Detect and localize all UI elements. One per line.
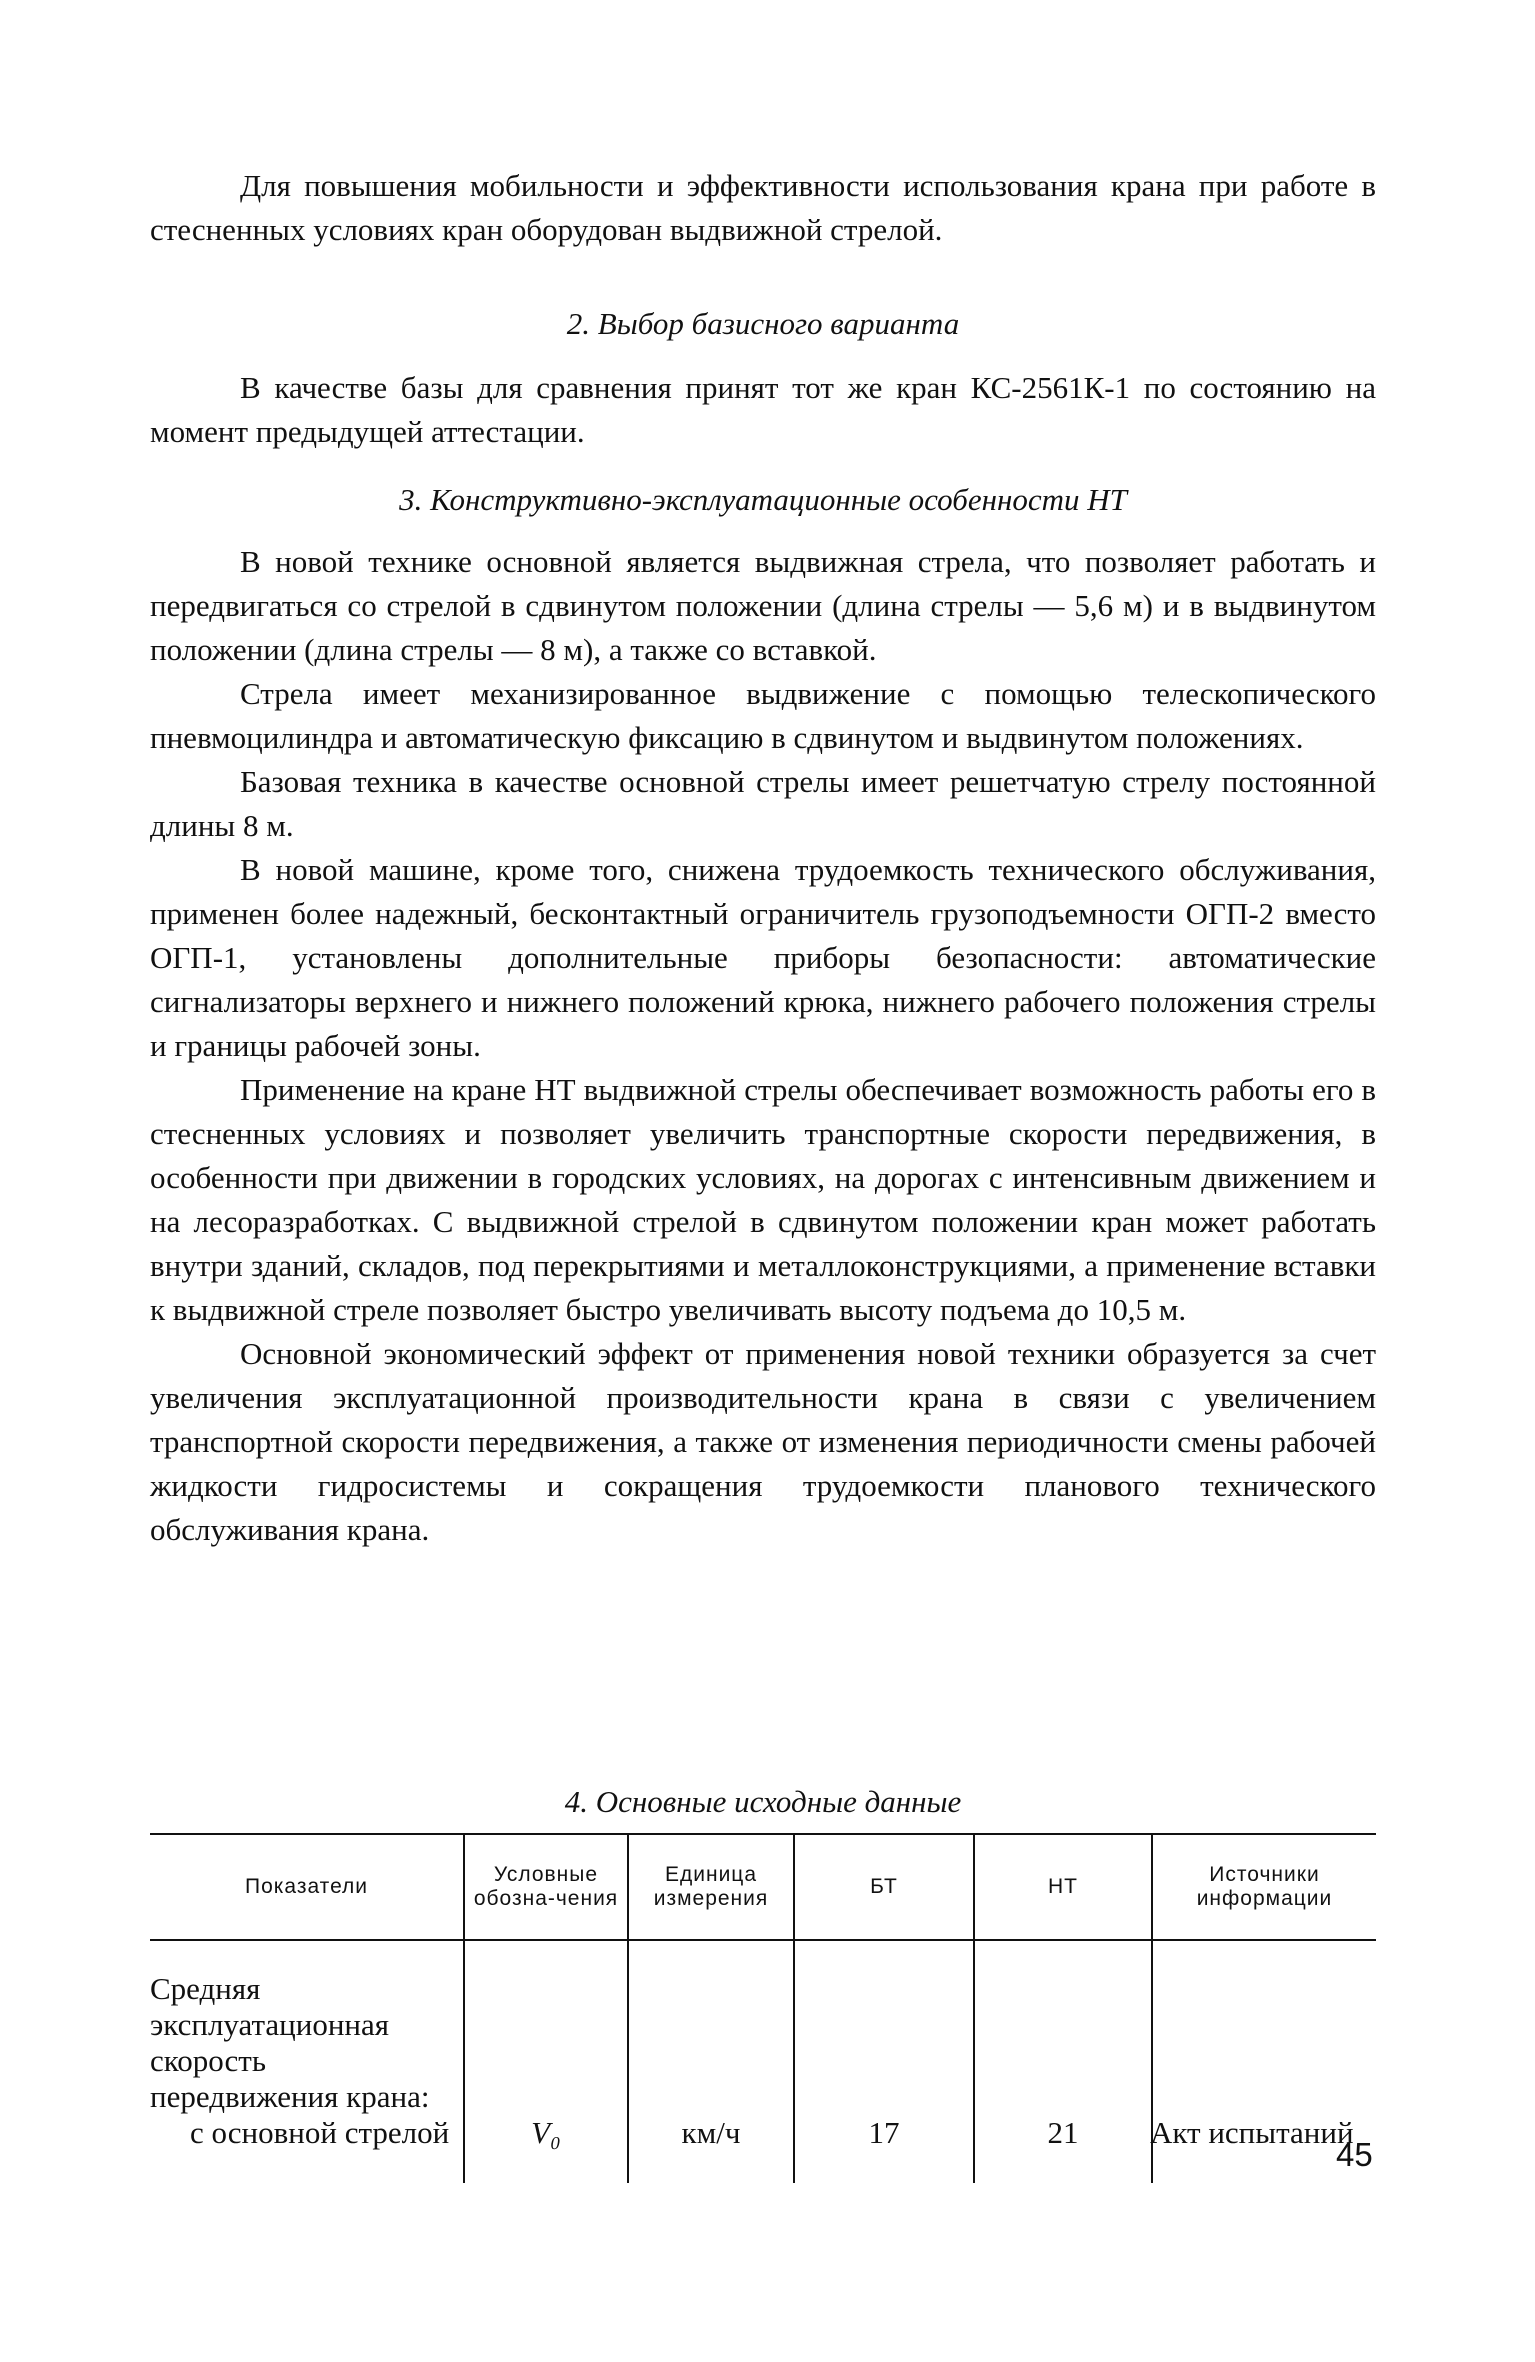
intro-block: [150, 164, 1376, 252]
section-3-paragraph: Стрела имеет механизированное выдвижение с помощью телескопического пневмоцилиндра и автоматическую фиксацию в сдвинутом и выдвинутом положениях.: [150, 676, 1376, 755]
cell-indicator-sub: с основной стрелой: [190, 2115, 450, 2150]
section-3-paragraph: В новой машине, кроме того, снижена трудоемкость технического обслуживания, применен более надежный, бесконтактный ограничитель грузоподъемности ОГП-2 вместо ОГП-1, установлены дополнительные приборы безопасности: автоматические сигнализаторы верхнего и нижнего положений крюка, нижнего рабочего положения стрелы и границы рабочей зоны.: [150, 852, 1376, 1063]
cell-nt: 21: [1047, 2115, 1079, 2150]
header-unit: Единица измерения: [653, 1863, 769, 1910]
header-symbols: Условные обозна-чения: [473, 1863, 619, 1910]
intro-paragraph: Для повышения мобильности и эффективности использования крана при работе в стесненных условиях кран оборудован выдвижной стрелой.: [150, 168, 1376, 247]
section-2-paragraph: В качестве базы для сравнения принят тот же кран КС-2561К-1 по состоянию на момент предыдущей аттестации.: [150, 370, 1376, 449]
table-top-rule: [150, 1833, 1376, 1835]
section-3-block: [150, 540, 1376, 1552]
cell-symbol: V₀: [531, 2115, 561, 2150]
section-3-heading: 3. Конструктивно-эксплуатационные особенности НТ: [399, 482, 1127, 517]
header-sources: Источники информации: [1196, 1863, 1333, 1910]
cell-unit: км/ч: [681, 2115, 741, 2150]
section-3-paragraph: В новой технике основной является выдвижная стрела, что позволяет работать и передвигаться со стрелой в сдвинутом положении (длина стрелы — 5,6 м) и в выдвинутом положении (длина стрелы — 8 м), а также со вставкой.: [150, 544, 1376, 667]
data-table: [150, 1833, 1376, 2193]
header-bt: БТ: [870, 1875, 898, 1898]
section-2-block: [150, 366, 1376, 454]
section-4-heading: 4. Основные исходные данные: [564, 1784, 962, 1819]
page-number: 45: [1336, 2136, 1373, 2173]
section-3-paragraph: Применение на кране НТ выдвижной стрелы обеспечивает возможность работы его в стесненных условиях и позволяет увеличить транспортные скорости передвижения, в особенности при движении в городских условиях, на дорогах с интенсивным движением и на лесоразработках. С выдвижной стрелой в сдвинутом положении кран может работать внутри зданий, складов, под перекрытиями и металлоконструкциями, а применение вставки к выдвижной стреле позволяет быстро увеличивать высоту подъема до 10,5 м.: [150, 1072, 1376, 1327]
cell-bt: 17: [868, 2115, 900, 2150]
section-3-paragraph: Основной экономический эффект от применения новой техники образуется за счет увеличения эксплуатационной производительности крана в связи с увеличением транспортной скорости передвижения, а также от изменения периодичности смены рабочей жидкости гидросистемы и сокращения трудоемкости планового технического обслуживания крана.: [150, 1336, 1376, 1547]
section-2-heading: 2. Выбор базисного варианта: [566, 306, 960, 341]
cell-source: Акт испытаний: [1150, 2115, 1354, 2150]
header-nt: НТ: [1048, 1875, 1078, 1898]
header-indicators: Показатели: [244, 1875, 369, 1898]
cell-indicator-main: Средняя эксплуатационная скорость передвижения крана:: [150, 1971, 430, 2114]
table-header-rule: [150, 1939, 1376, 1941]
section-3-paragraph: Базовая техника в качестве основной стрелы имеет решетчатую стрелу постоянной длины 8 м.: [150, 764, 1376, 843]
